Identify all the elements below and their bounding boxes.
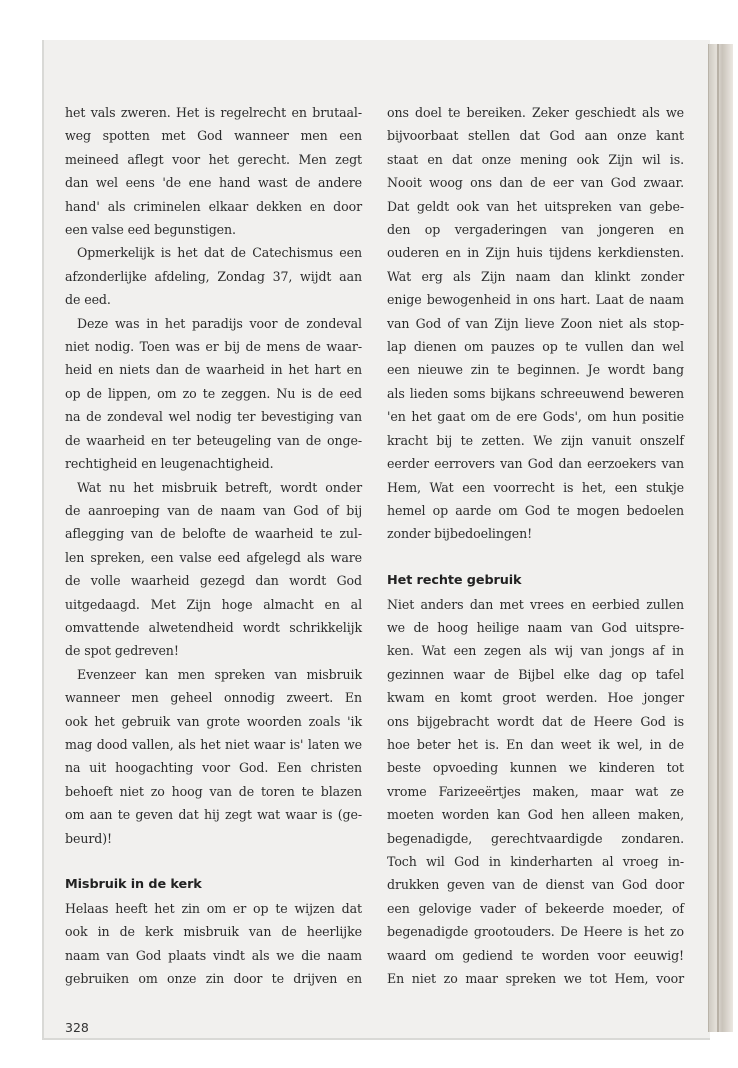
page-edge <box>708 44 733 1032</box>
text-line: staat en dat onze mening ook Zijn wil is. <box>387 151 684 167</box>
text-line: eerder eerrovers van God dan eerzoekers van <box>387 456 684 472</box>
text-line: ons bijgebracht wordt dat de Heere God is <box>387 713 684 729</box>
text-line: zonder bijbedoelingen! <box>387 526 533 542</box>
section-heading: Het rechte gebruik <box>387 573 522 589</box>
text-line: omvattende alwetendheid wordt schrikkelijk <box>65 619 362 635</box>
text-line: uitgedaagd. Met Zijn hoge almacht en al <box>65 596 362 612</box>
text-line: aflegging van de belofte de waarheid te zul- <box>65 526 362 542</box>
text-line: een valse eed begunstigen. <box>65 222 236 238</box>
text-line: Nooit woog ons dan de eer van God zwaar. <box>387 175 684 191</box>
text-line: hemel op aarde om God te mogen bedoelen <box>387 502 684 518</box>
text-line: drukken geven van de dienst van God door <box>387 877 684 893</box>
text-line: van God of van Zijn lieve Zoon niet als stop- <box>387 315 684 331</box>
text-line: hoe beter het is. En dan weet ik wel, in de <box>387 736 684 752</box>
text-line: we de hoog heilige naam van God uitspre- <box>387 619 684 635</box>
text-line: den op vergaderingen van jongeren en <box>387 222 684 238</box>
paragraph-gap <box>65 850 362 873</box>
text-line: Opmerkelijk is het dat de Catechismus een <box>77 245 362 261</box>
text-line: vrome Farizeeërtjes maken, maar wat ze <box>387 783 684 799</box>
text-line: enige bewogenheid in ons hart. Laat de naam <box>387 292 684 308</box>
text-line: gezinnen waar de Bijbel elke dag op tafel <box>387 666 684 682</box>
text-line: een gelovige vader of bekeerde moeder, of <box>387 900 684 916</box>
text-line: 'en het gaat om de ere Gods', om hun positie <box>387 409 684 425</box>
text-line: len spreken, een valse eed afgelegd als ware <box>65 549 362 565</box>
text-line: beurd)! <box>65 830 112 846</box>
text-line: waard om gediend te worden voor eeuwig! <box>387 947 684 963</box>
text-line: de volle waarheid gezegd dan wordt God <box>65 573 362 589</box>
text-line: Toch wil God in kinderharten al vroeg in- <box>387 853 684 869</box>
text-line: de aanroeping van de naam van God of bij <box>65 502 362 518</box>
text-line: Wat erg als Zijn naam dan klinkt zonder <box>387 268 684 284</box>
text-line: bijvoorbaat stellen dat God aan onze kant <box>387 128 684 144</box>
right-text-column <box>387 101 684 990</box>
text-line: afzonderlijke afdeling, Zondag 37, wijdt aan <box>65 268 362 284</box>
text-line: gebruiken om onze zin door te drijven en <box>65 971 362 987</box>
text-line: als lieden soms bijkans schreeuwend beweren <box>387 385 684 401</box>
text-line: behoeft niet zo hoog van de toren te blazen <box>65 783 362 799</box>
text-line: naam van God plaats vindt als we die naam <box>65 947 362 963</box>
text-line: Hem, Wat een voorrecht is het, een stukje <box>387 479 684 495</box>
text-line: Wat nu het misbruik betreft, wordt onder <box>77 479 362 495</box>
text-line: weg spotten met God wanneer men een <box>65 128 362 144</box>
text-line: hand' als criminelen elkaar dekken en door <box>65 198 362 214</box>
text-line: wanneer men geheel onnodig zweert. En <box>65 690 362 706</box>
text-line: na uit hoogachting voor God. Een christen <box>65 760 362 776</box>
text-line: Dat geldt ook van het uitspreken van gebe- <box>387 198 684 214</box>
text-line: moeten worden kan God hen alleen maken, <box>387 807 684 823</box>
text-line: kracht bij te zetten. We zijn vanuit onszelf <box>387 432 684 448</box>
text-line: meineed aflegt voor het gerecht. Men zegt <box>65 151 362 167</box>
text-line: een nieuwe zin te beginnen. Je wordt bang <box>387 362 684 378</box>
text-line: op de lippen, om zo te zeggen. Nu is de eed <box>65 385 362 401</box>
left-text-column <box>65 101 362 990</box>
text-line: beste opvoeding kunnen we kinderen tot <box>387 760 684 776</box>
text-line: ouderen en in Zijn huis tijdens kerkdiensten. <box>387 245 684 261</box>
paragraph-gap <box>387 546 684 569</box>
text-line: Helaas heeft het zin om er op te wijzen dat <box>65 900 362 916</box>
text-line: ook het gebruik van grote woorden zoals 'ik <box>65 713 362 729</box>
text-line: Deze was in het paradijs voor de zondeval <box>77 315 362 331</box>
text-line: begenadigde grootouders. De Heere is het zo <box>387 924 684 940</box>
text-line: lap dienen om pauzes op te vullen dan wel <box>387 339 684 355</box>
text-line: mag dood vallen, als het niet waar is' laten we <box>65 736 362 752</box>
text-line: Niet anders dan met vrees en eerbied zullen <box>387 596 684 612</box>
text-line: begenadigde, gerechtvaardigde zondaren. <box>387 830 684 846</box>
text-line: het vals zweren. Het is regelrecht en brutaal- <box>65 105 362 120</box>
text-line: niet nodig. Toen was er bij de mens de waar- <box>65 339 362 355</box>
text-line: ken. Wat een zegen als wij van jongs af in <box>387 643 684 659</box>
text-line: kwam en komt groot werden. Hoe jonger <box>387 690 684 706</box>
text-line: En niet zo maar spreken we tot Hem, voor <box>387 971 684 987</box>
text-line: heid en niets dan de waarheid in het hart en <box>65 362 362 378</box>
text-line: om aan te geven dat hij zegt wat waar is (ge- <box>65 807 362 823</box>
text-line: de spot gedreven! <box>65 643 179 659</box>
text-line: de waarheid en ter beteugeling van de onge- <box>65 432 362 448</box>
section-heading: Misbruik in de kerk <box>65 877 202 893</box>
text-line: ons doel te bereiken. Zeker geschiedt als we <box>387 105 684 120</box>
text-line: rechtigheid en leugenachtigheid. <box>65 456 274 472</box>
text-line: de eed. <box>65 292 111 308</box>
text-line: Evenzeer kan men spreken van misbruik <box>77 666 362 682</box>
text-line: na de zondeval wel nodig ter bevestiging van <box>65 409 362 425</box>
text-line: dan wel eens 'de ene hand wast de andere <box>65 175 362 191</box>
page-number: 328 <box>65 1020 89 1035</box>
text-line: ook in de kerk misbruik van de heerlijke <box>65 924 362 940</box>
